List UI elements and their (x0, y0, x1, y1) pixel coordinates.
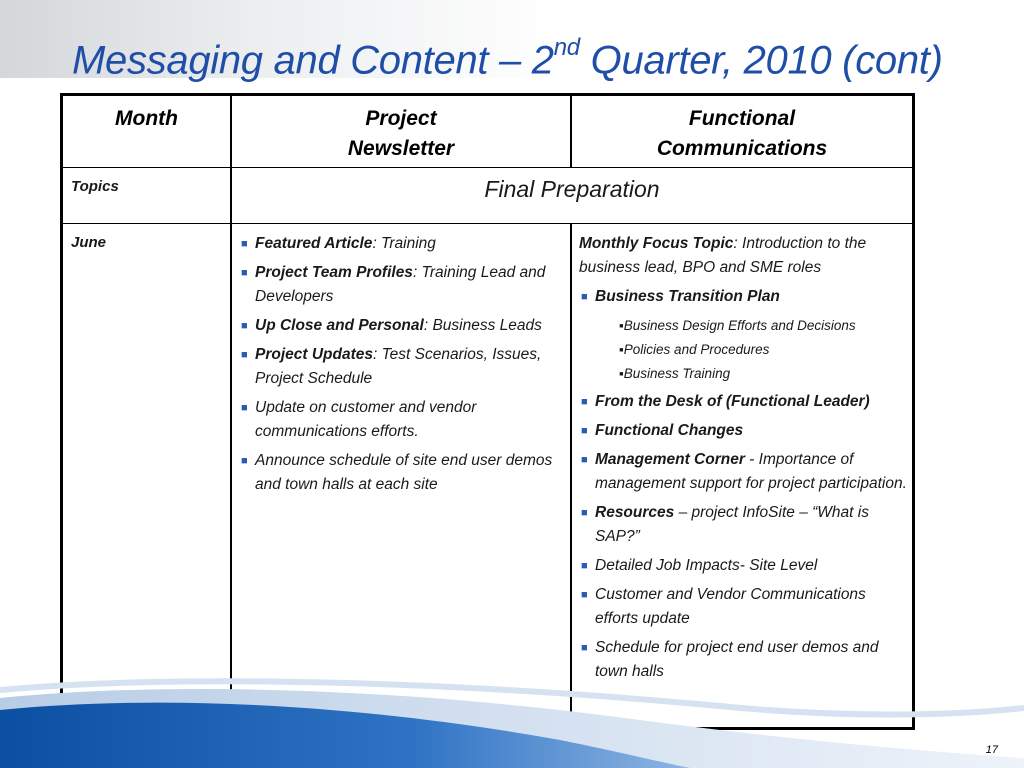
sub-list-item: ▪Business Design Efforts and Decisions (619, 318, 856, 333)
list-item: ■ Functional Changes (579, 419, 909, 443)
monthly-focus-topic: Monthly Focus Topic: Introduction to the business lead, BPO and SME roles (579, 235, 867, 276)
square-bullet-icon: ■ (581, 642, 588, 654)
sub-list-item: ▪Policies and Procedures (619, 342, 770, 357)
header-month: Month (115, 107, 178, 130)
list-item: ■ From the Desk of (Functional Leader) (579, 390, 909, 414)
list-item: ■ Featured Article: Training (239, 232, 564, 256)
square-bullet-icon: ■ (581, 454, 588, 466)
header-functional-communications: Functional Communications (656, 107, 828, 160)
content-table (60, 93, 915, 730)
slide-title: Messaging and Content – 2nd Quarter, 2010 (cont) (72, 34, 943, 83)
square-bullet-icon: ■ (241, 349, 248, 361)
list-item: ■ Project Team Profiles: Training Lead and Developers (239, 261, 564, 309)
list-item: ■ Detailed Job Impacts- Site Level (579, 554, 909, 578)
list-item: ■ Schedule for project end user demos and town halls (579, 636, 909, 684)
square-bullet-icon: ■ (241, 238, 248, 250)
project-newsletter-list (239, 232, 564, 497)
sub-list-item: ▪Business Training (619, 366, 731, 381)
square-bullet-icon: ■ (241, 455, 248, 467)
square-bullet-icon: ■ (581, 291, 588, 303)
functional-plan-list (579, 285, 909, 309)
list-item: ■ Resources – project InfoSite – “What is SAP?” (579, 501, 909, 549)
column-divider (570, 96, 572, 168)
project-newsletter-cell (239, 232, 564, 502)
list-item: ■ Announce schedule of site end user demos and town halls at each site (239, 449, 564, 497)
square-bullet-icon: ■ (241, 402, 248, 414)
square-bullet-icon: ■ (581, 396, 588, 408)
wave-decoration (0, 660, 1024, 768)
topics-row (63, 168, 912, 224)
square-bullet-icon: ■ (581, 589, 588, 601)
functional-communications-cell (579, 232, 909, 689)
june-label: June (71, 234, 107, 251)
list-item: ■ Up Close and Personal: Business Leads (239, 314, 564, 338)
square-bullet-icon: ■ (581, 560, 588, 572)
topics-value: Final Preparation (484, 176, 660, 202)
header-row (63, 96, 912, 168)
list-item: ■ Project Updates: Test Scenarios, Issues, Project Schedule (239, 343, 564, 391)
square-bullet-icon: ■ (581, 425, 588, 437)
june-row (63, 224, 912, 727)
header-project-newsletter: Project Newsletter (347, 107, 455, 160)
page-number: 17 (985, 744, 998, 756)
topics-label: Topics (71, 178, 119, 195)
square-bullet-icon: ■ (241, 320, 248, 332)
list-item: ■ Customer and Vendor Communications efforts update (579, 583, 909, 631)
square-bullet-icon: ■ (581, 507, 588, 519)
transition-plan-sublist (579, 314, 909, 386)
square-bullet-icon: ■ (241, 267, 248, 279)
list-item: ■ Update on customer and vendor communications efforts. (239, 396, 564, 444)
list-item: ■ Business Transition Plan (579, 285, 909, 309)
list-item: ■ Management Corner - Importance of management support for project participation. (579, 448, 909, 496)
column-divider (230, 96, 232, 727)
column-divider (570, 224, 572, 727)
functional-communications-list (579, 390, 909, 684)
